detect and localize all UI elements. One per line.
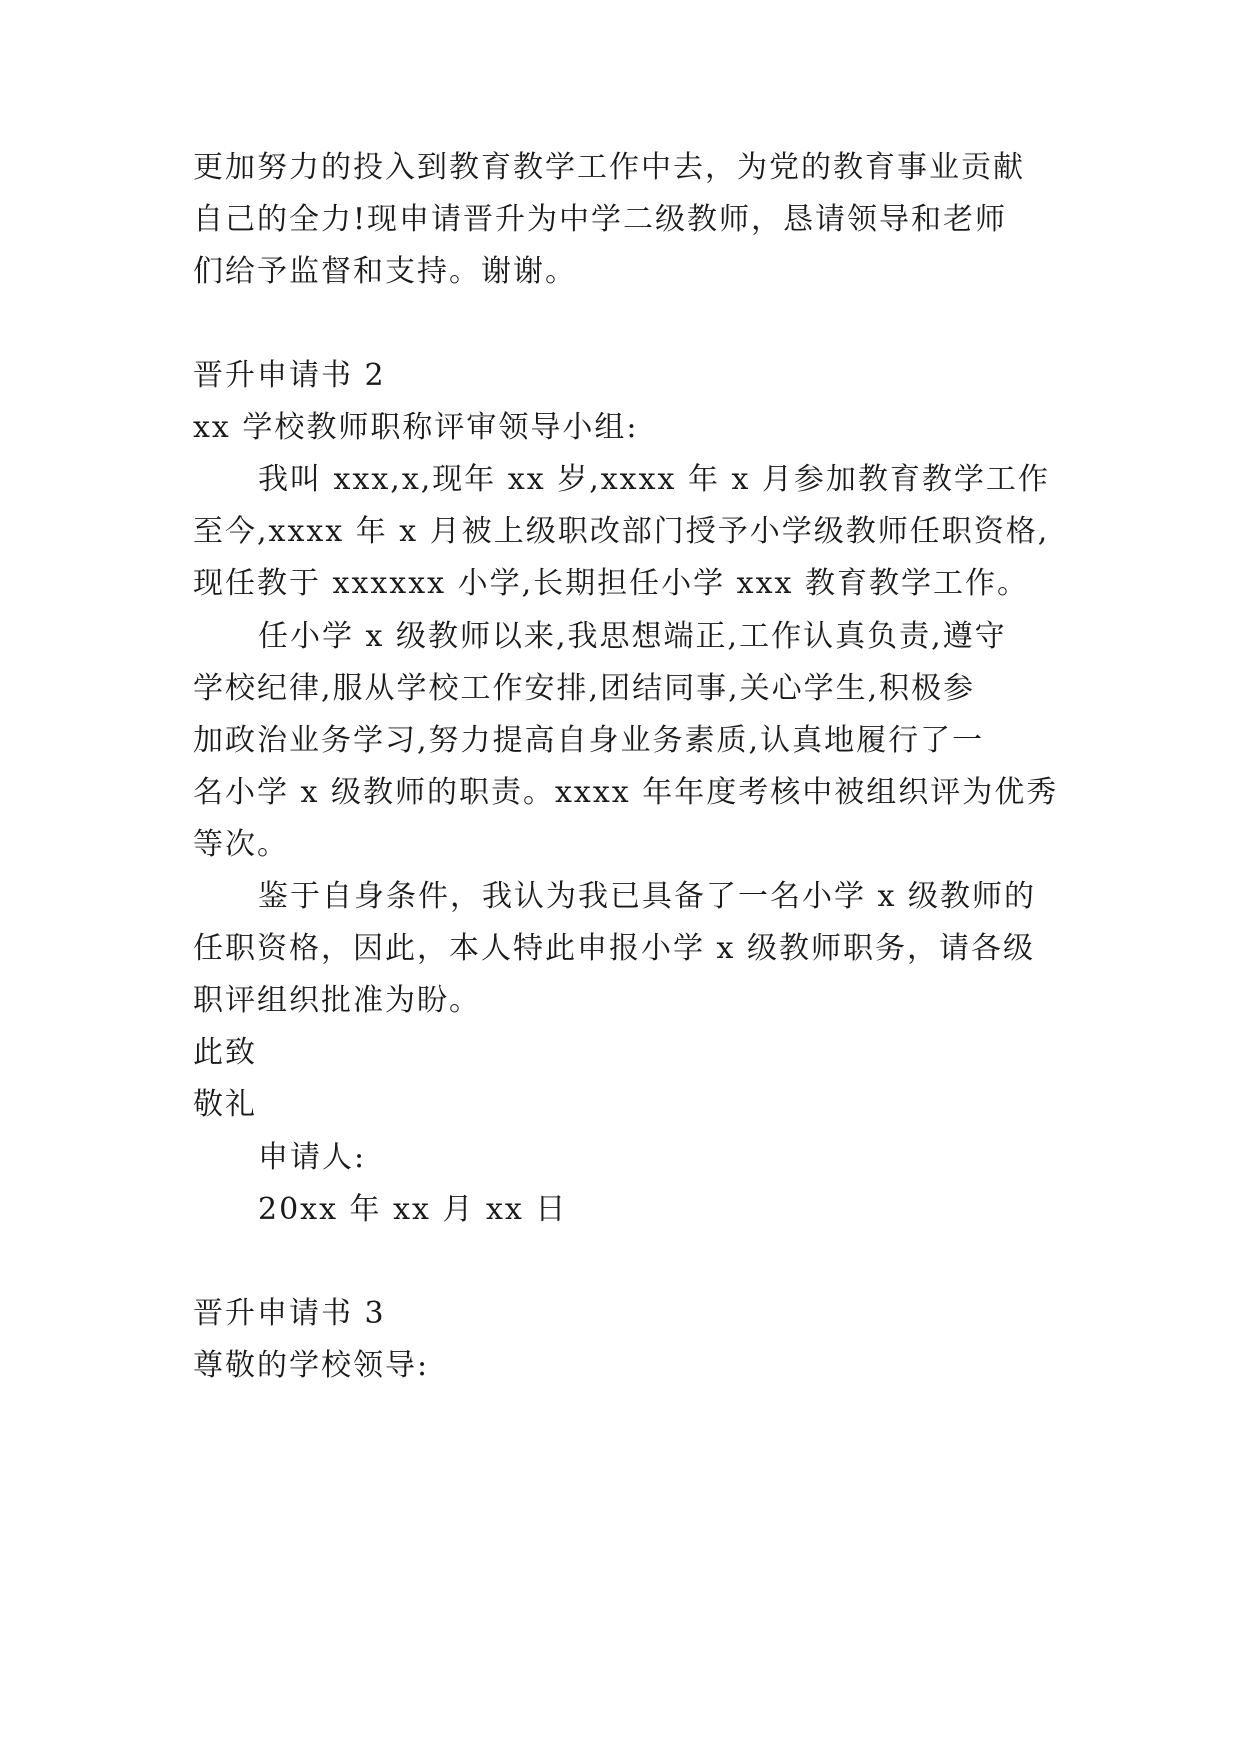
section2-para3-line-3: 职评组织批准为盼。: [193, 983, 481, 1018]
section2-para2-line-4: 名小学 x 级教师的职责。xxxx 年年度考核中被组织评为优秀: [193, 775, 1059, 810]
closing-ci-zhi: 此致: [193, 1035, 257, 1070]
date-line: 20xx 年 xx 月 xx 日: [258, 1192, 568, 1227]
section2-para1-line-3: 现任教于 xxxxxx 小学,长期担任小学 xxx 教育教学工作。: [193, 566, 1029, 601]
closing-jing-li: 敬礼: [193, 1087, 257, 1122]
section2-para2-line-3: 加政治业务学习,努力提高自身业务素质,认真地履行了一: [193, 723, 985, 758]
section2-para3-line-2: 任职资格，因此，本人特此申报小学 x 级教师职务，请各级: [193, 931, 1035, 966]
section2-para1-line-1: 我叫 xxx,x,现年 xx 岁,xxxx 年 x 月参加教育教学工作: [258, 462, 1050, 497]
section2-para2-line-1: 任小学 x 级教师以来,我思想端正,工作认真负责,遵守: [258, 619, 1007, 654]
section2-salutation: xx 学校教师职称评审领导小组:: [193, 410, 639, 445]
section3-salutation: 尊敬的学校领导:: [193, 1348, 430, 1383]
section2-para2-line-5: 等次。: [193, 827, 289, 862]
section2-para3-line-1: 鉴于自身条件，我认为我已具备了一名小学 x 级教师的: [258, 879, 1036, 914]
section3-heading: 晋升申请书 3: [193, 1296, 386, 1331]
applicant-label: 申请人:: [258, 1140, 367, 1175]
section2-para1-line-2: 至今,xxxx 年 x 月被上级职改部门授予小学级教师任职资格,: [193, 514, 1050, 549]
intro-line-1: 更加努力的投入到教育教学工作中去，为党的教育事业贡献: [193, 150, 1025, 185]
section2-heading: 晋升申请书 2: [193, 358, 386, 393]
intro-line-2: 自己的全力!现申请晋升为中学二级教师，恳请领导和老师: [193, 202, 1008, 237]
intro-line-3: 们给予监督和支持。谢谢。: [193, 254, 577, 289]
section2-para2-line-2: 学校纪律,服从学校工作安排,团结同事,关心学生,积极参: [193, 671, 976, 706]
